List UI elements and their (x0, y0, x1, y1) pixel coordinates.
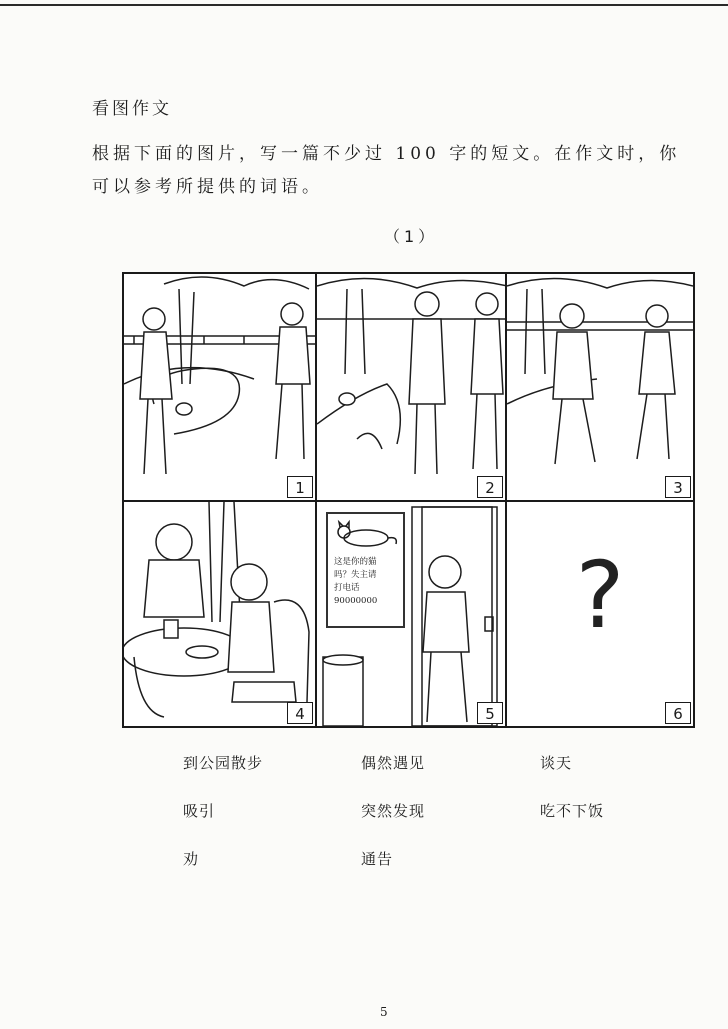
lost-cat-notice (326, 512, 405, 628)
comic-panel-2 (317, 274, 507, 502)
question-mark: ? (575, 542, 625, 649)
park-scene-illustration (124, 274, 317, 502)
picture-set-number: （1） (384, 227, 439, 246)
instruction-line-1: 根据下面的图片，写一篇不少过 100 字的短文。在作文时，你 (92, 144, 681, 164)
page-number: 5 (380, 1005, 388, 1019)
vocab-word: 谈天 (540, 754, 573, 772)
comic-panel-6 (507, 502, 693, 726)
vocab-word: 偶然遇见 (361, 754, 426, 772)
panel-number-3: 3 (665, 476, 691, 498)
park-meeting-illustration (317, 274, 507, 502)
comic-panel-3 (507, 274, 693, 502)
park-chase-illustration (507, 274, 693, 502)
panel-number-5: 5 (477, 702, 503, 724)
vocab-word: 吸引 (183, 802, 216, 820)
panel-number-4: 4 (287, 702, 313, 724)
instruction-line-2: 可以参考所提供的词语。 (92, 177, 323, 197)
vocab-word: 劝 (183, 850, 200, 868)
comic-panel-1 (124, 274, 317, 502)
panel-number-1: 1 (287, 476, 313, 498)
comic-panel-4 (124, 502, 317, 726)
cat-icon (328, 514, 403, 554)
panel-number-2: 2 (477, 476, 503, 498)
panel-number-6: 6 (665, 702, 691, 724)
vocab-word: 通告 (361, 850, 394, 868)
section-heading: 看图作文 (92, 99, 172, 119)
dinner-table-illustration (124, 502, 317, 726)
vocab-word: 吃不下饭 (540, 802, 605, 820)
notice-text: 这是你的猫 吗？失主请 打电话 90000000 (334, 557, 378, 606)
top-border-line (0, 4, 728, 6)
comic-grid (122, 272, 695, 728)
vocab-word: 到公园散步 (183, 754, 264, 772)
vocab-word: 突然发现 (361, 802, 426, 820)
comic-panel-5 (317, 502, 507, 726)
